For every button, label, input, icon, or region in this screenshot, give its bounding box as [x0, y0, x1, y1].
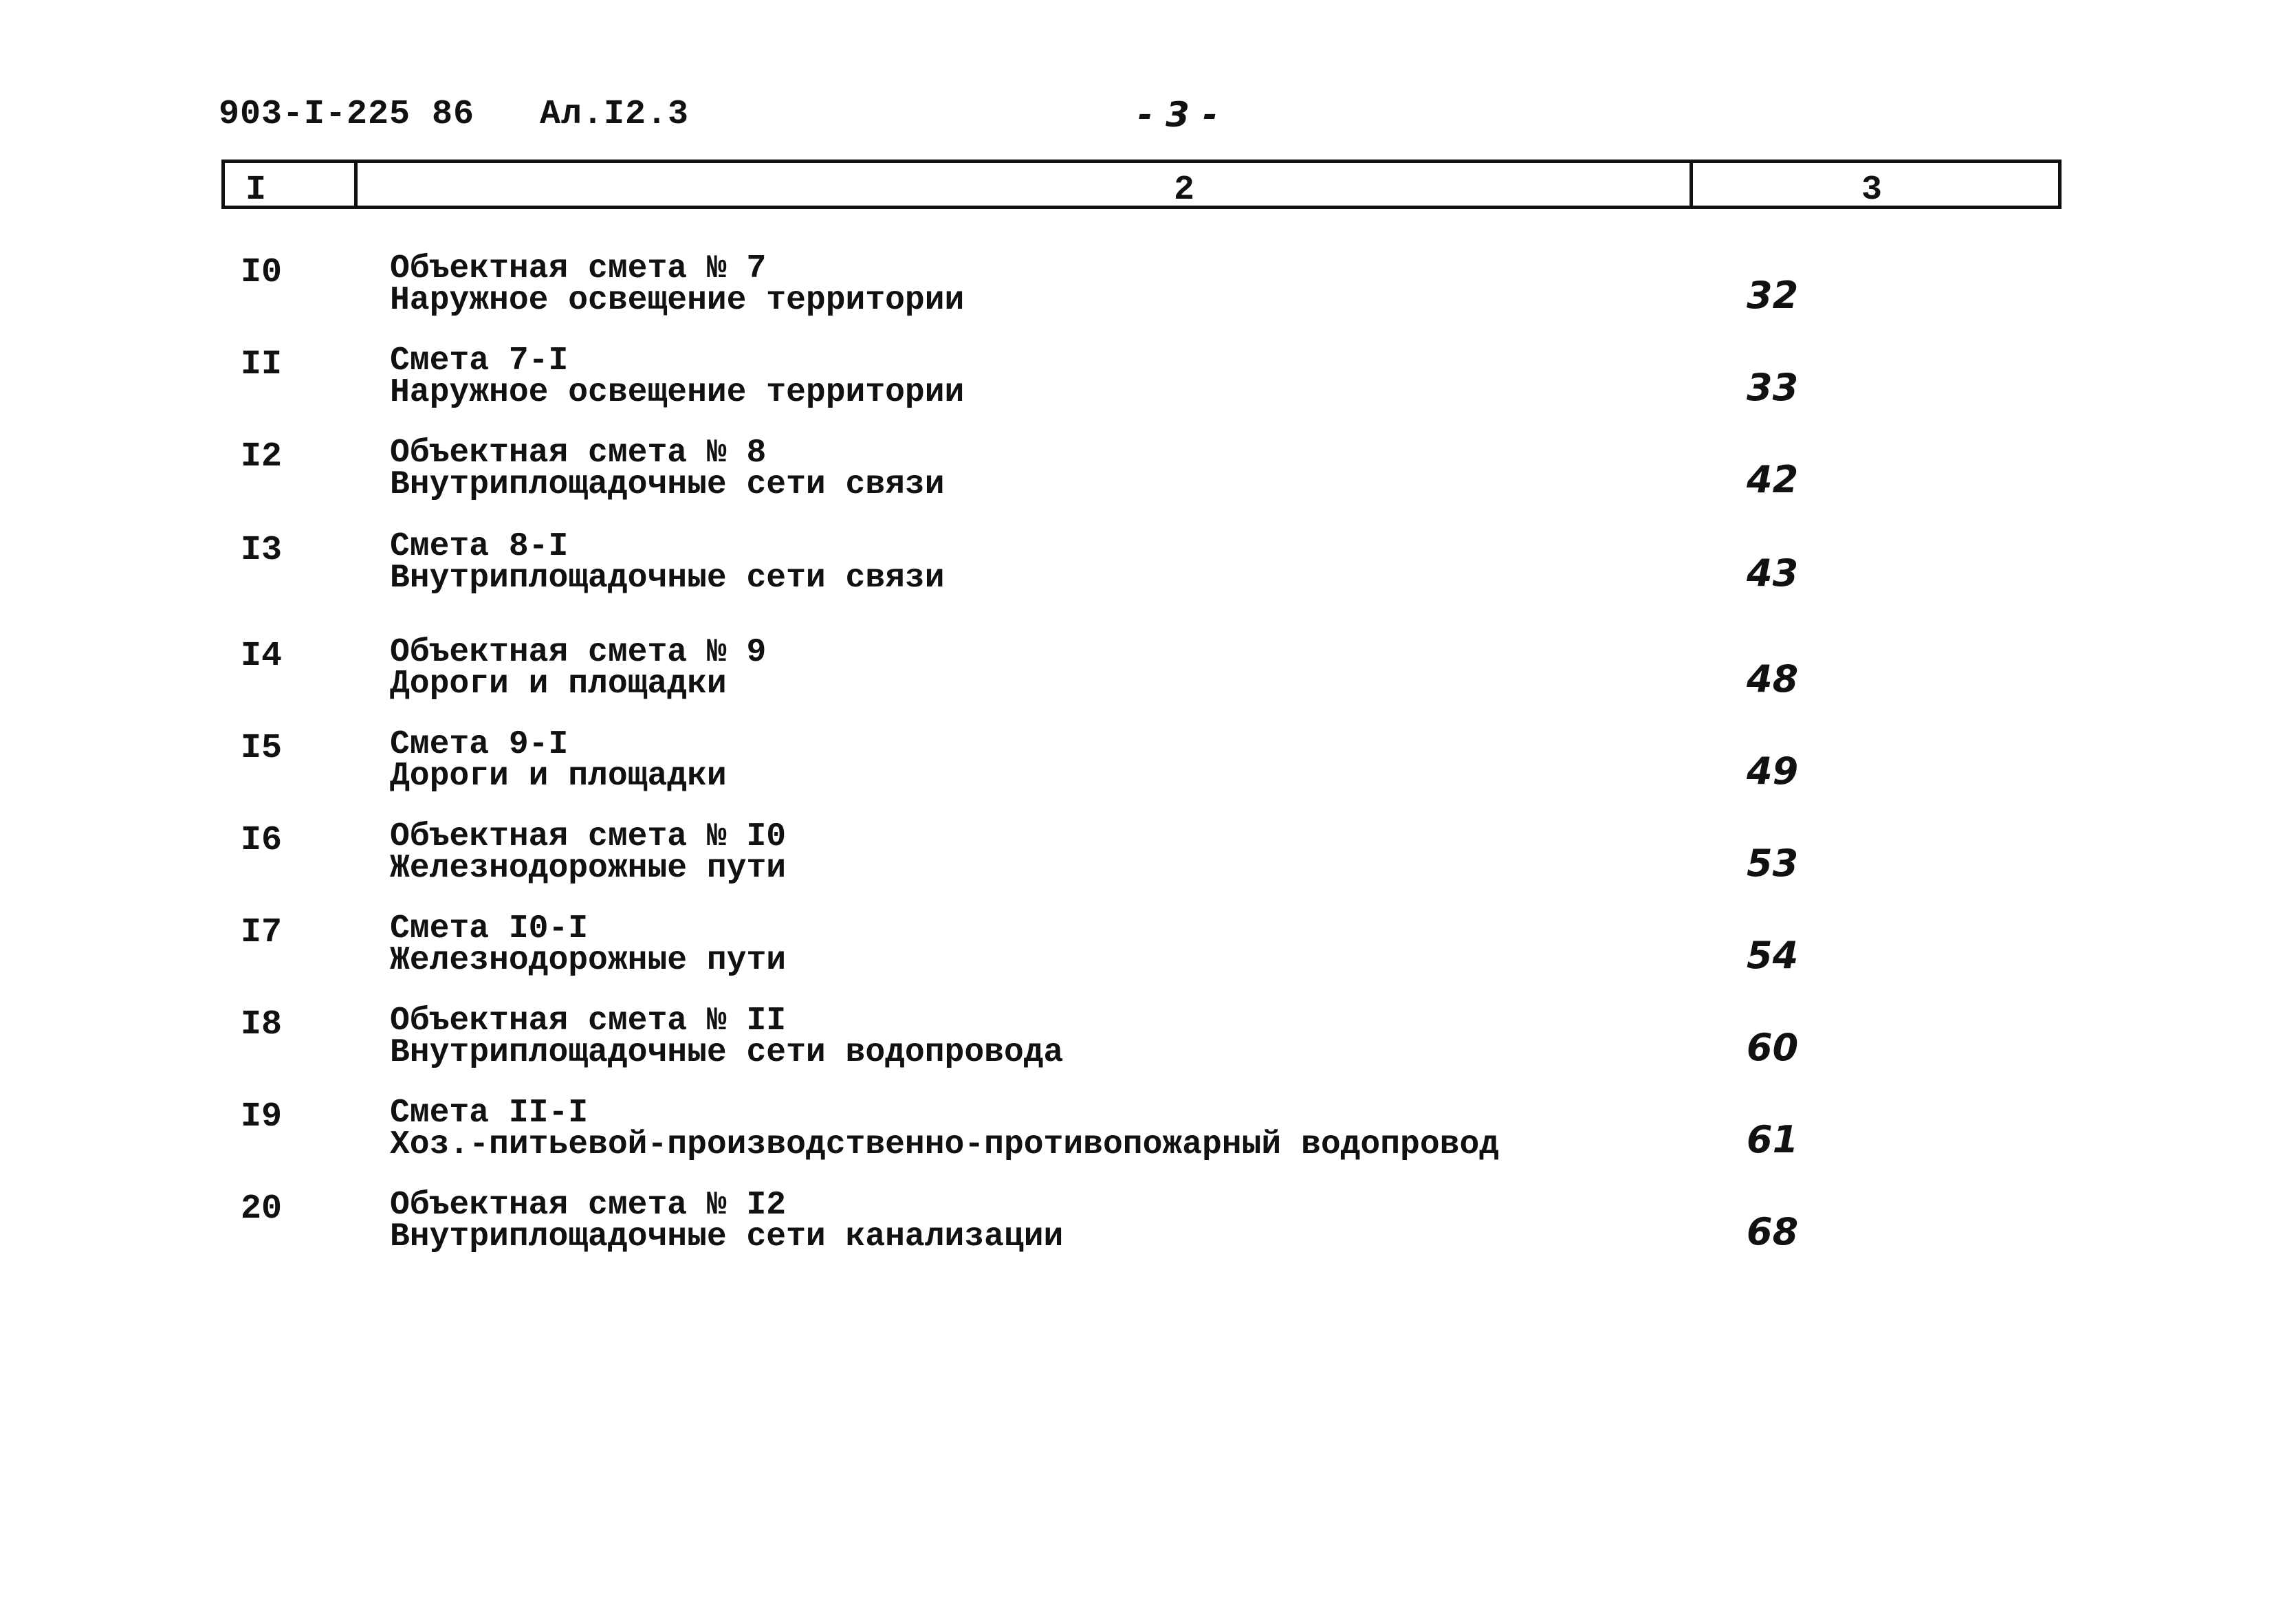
row-title-line1: Смета 9-I — [390, 726, 569, 763]
row-title — [390, 342, 965, 411]
row-number: I2 — [241, 437, 283, 476]
table-row — [0, 818, 2274, 897]
table-row — [0, 634, 2274, 712]
table-row — [0, 250, 2274, 329]
table-row — [0, 910, 2274, 989]
row-title-line2: Хоз.-питьевой-производственно-противопожарный водопровод — [390, 1126, 1500, 1163]
row-title-line2: Внутриплощадочные сети водопровода — [390, 1034, 1064, 1071]
column-divider — [354, 163, 358, 206]
row-number: I0 — [241, 253, 283, 292]
row-title-line1: Объектная смета № 8 — [390, 435, 767, 472]
row-number: II — [241, 345, 283, 384]
table-row — [0, 437, 2274, 513]
row-number: I3 — [241, 531, 283, 570]
table-row — [0, 1002, 2274, 1081]
row-number: 20 — [241, 1189, 283, 1229]
row-title — [390, 437, 945, 501]
table-row — [0, 1189, 2274, 1265]
row-title-line1: Объектная смета № I0 — [390, 818, 787, 855]
table-row — [0, 528, 2274, 606]
row-title-line1: Смета I0-I — [390, 910, 589, 947]
table-row — [0, 342, 2274, 421]
column-number-2: 2 — [1174, 171, 1195, 210]
row-number: I6 — [241, 821, 283, 860]
row-number: I4 — [241, 637, 283, 676]
table-row — [0, 1097, 2274, 1173]
row-title-line1: Смета 7-I — [390, 342, 569, 380]
row-page: 32 — [1747, 274, 1799, 317]
row-title — [390, 250, 965, 319]
row-title — [390, 1189, 1063, 1253]
row-title — [390, 634, 767, 703]
column-header-box — [221, 160, 2062, 209]
column-number-1: I — [245, 171, 267, 210]
row-title-line2: Наружное освещение территории — [390, 374, 965, 411]
row-title-line1: Объектная смета № I2 — [390, 1187, 787, 1224]
row-number: I7 — [241, 913, 283, 952]
row-title-line1: Объектная смета № 9 — [390, 634, 767, 671]
row-title-line1: Объектная смета № 7 — [390, 250, 767, 287]
row-title-line2: Железнодорожные пути — [390, 942, 787, 979]
row-page: 43 — [1747, 551, 1799, 595]
row-page: 60 — [1747, 1026, 1799, 1069]
row-title — [390, 818, 787, 887]
row-title-line1: Смета II-I — [390, 1095, 589, 1132]
row-page: 54 — [1747, 934, 1799, 977]
column-divider — [1690, 163, 1693, 206]
row-title — [390, 910, 787, 979]
row-page: 68 — [1747, 1210, 1799, 1253]
row-page: 53 — [1747, 842, 1799, 885]
row-title-line1: Объектная смета № II — [390, 1002, 787, 1040]
row-title — [390, 726, 727, 795]
row-number: I8 — [241, 1005, 283, 1044]
row-page: 33 — [1747, 366, 1799, 409]
row-number: I9 — [241, 1097, 283, 1137]
row-title-line2: Внутриплощадочные сети связи — [390, 560, 945, 597]
column-number-3: 3 — [1861, 171, 1883, 210]
row-page: 48 — [1747, 657, 1799, 701]
row-page: 49 — [1747, 749, 1799, 793]
page-number: - 3 - — [1138, 95, 1218, 135]
row-number: I5 — [241, 729, 283, 768]
row-title — [390, 1002, 1064, 1071]
row-page: 61 — [1747, 1118, 1799, 1161]
row-title-line2: Дороги и площадки — [390, 666, 727, 703]
album-sheet: Ал.I2.3 — [540, 95, 690, 134]
row-title-line2: Внутриплощадочные сети связи — [390, 466, 945, 503]
row-title-line2: Железнодорожные пути — [390, 850, 787, 887]
row-page: 42 — [1747, 458, 1799, 501]
row-title — [390, 1097, 1499, 1161]
row-title-line2: Внутриплощадочные сети канализации — [390, 1218, 1064, 1255]
row-title — [390, 528, 945, 597]
row-title-line2: Наружное освещение территории — [390, 282, 965, 319]
row-title-line2: Дороги и площадки — [390, 758, 727, 795]
row-title-line1: Смета 8-I — [390, 528, 569, 565]
table-row — [0, 726, 2274, 804]
document-code: 903-I-225 86 — [219, 95, 475, 134]
